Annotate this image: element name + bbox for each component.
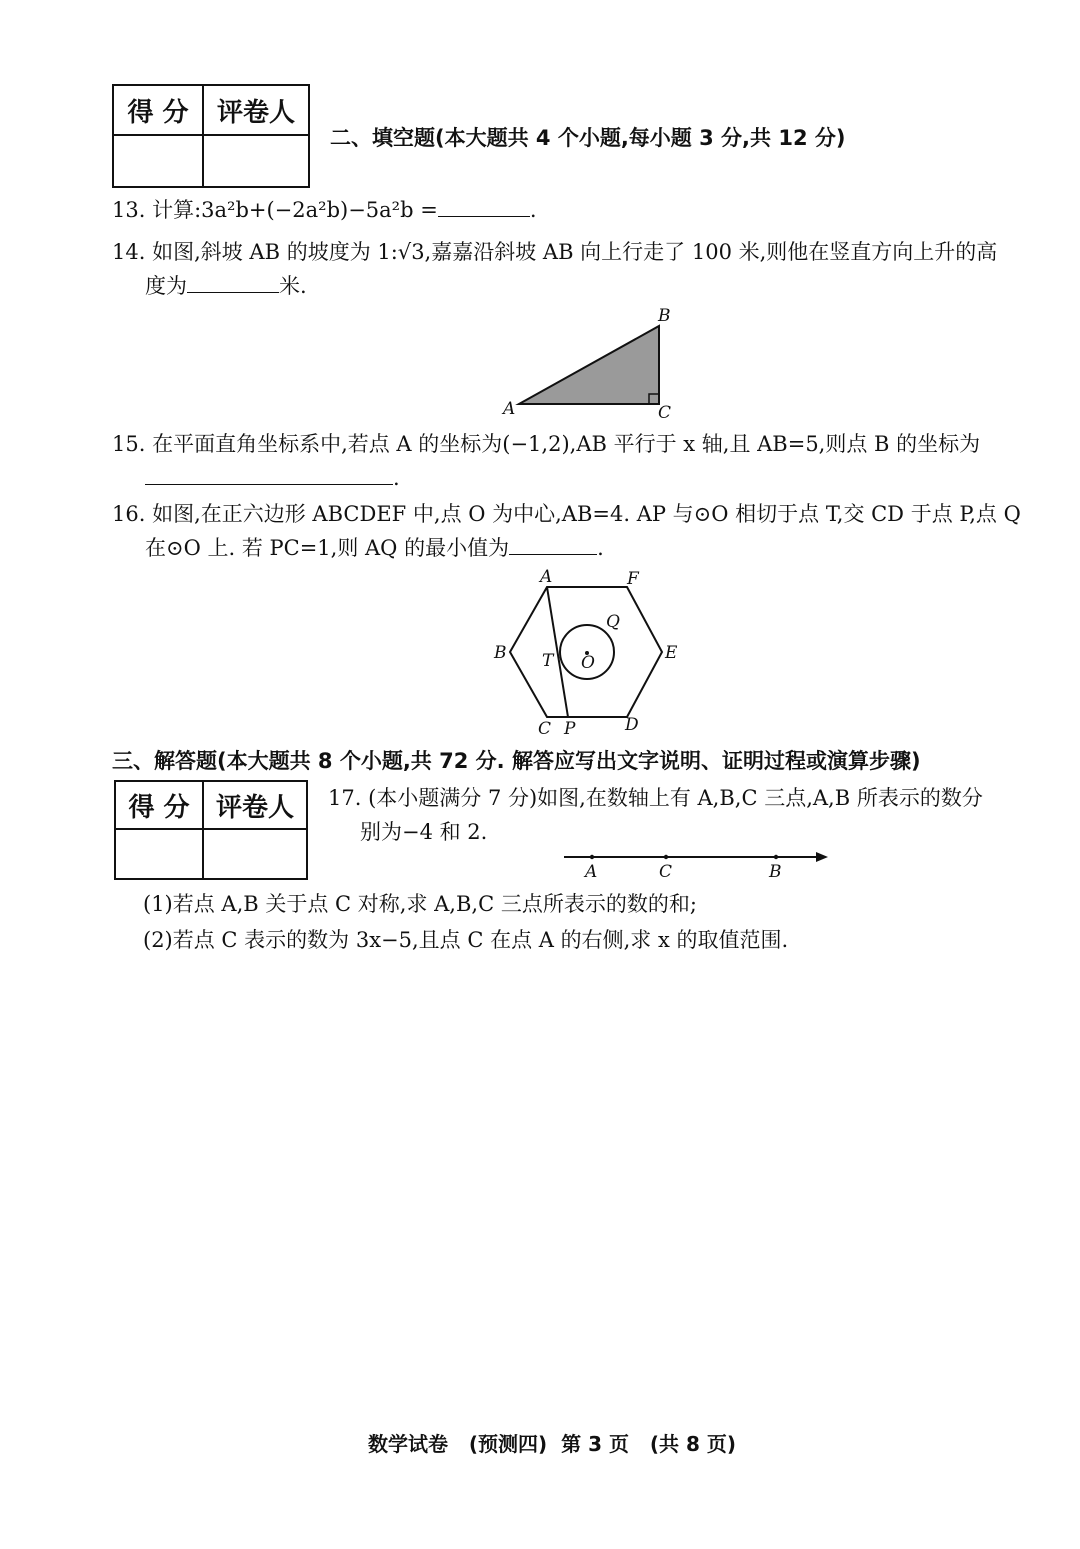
- score-table-section3: [114, 780, 308, 880]
- q16-end: .: [597, 536, 604, 560]
- point-label-c: C: [658, 403, 672, 423]
- hex-label-a: A: [540, 567, 553, 587]
- q17-number-line: [560, 845, 835, 881]
- point-b-dot: [774, 855, 778, 859]
- slope-triangle: [519, 326, 659, 404]
- point-label-a: A: [503, 399, 516, 419]
- q15-answer-blank[interactable]: [145, 460, 393, 485]
- section3-heading: 三、解答题(本大题共 8 个小题,共 72 分. 解答应写出文字说明、证明过程或演算步骤): [112, 749, 921, 773]
- hex-label-t: T: [542, 651, 554, 671]
- number-line-arrow: [816, 852, 828, 862]
- q17-line2: 别为−4 和 2.: [360, 820, 488, 844]
- q14-answer-blank[interactable]: [187, 268, 279, 293]
- q14-line2-post: 米.: [279, 274, 307, 298]
- numline-label-c: C: [659, 862, 673, 881]
- q16-line2: [145, 530, 604, 566]
- q13-end: .: [529, 198, 537, 222]
- point-label-b: B: [658, 306, 671, 326]
- hex-label-d: D: [625, 715, 639, 735]
- q16-answer-blank[interactable]: [509, 530, 597, 555]
- q14-line2-pre: 度为: [145, 274, 187, 298]
- hex-label-p: P: [564, 719, 576, 739]
- hex-label-c: C: [538, 719, 552, 739]
- q15-line2: [145, 460, 400, 496]
- grader-cell[interactable]: [203, 829, 307, 879]
- q16-line2-pre: 在⊙O 上. 若 PC=1,则 AQ 的最小值为: [145, 536, 510, 560]
- hex-label-q: Q: [606, 612, 620, 632]
- point-c-dot: [664, 855, 668, 859]
- q16-hexagon-figure: [490, 565, 690, 740]
- q14-slope-figure: [495, 300, 685, 425]
- footer-page: 第 3 页: [561, 1432, 629, 1456]
- score-table-section2: [112, 84, 310, 188]
- grader-label: 评卷人: [203, 85, 309, 135]
- section2-heading: 二、填空题(本大题共 4 个小题,每小题 3 分,共 12 分): [330, 126, 846, 150]
- numline-label-b: B: [769, 862, 782, 881]
- q17-line1: 17. (本小题满分 7 分)如图,在数轴上有 A,B,C 三点,A,B 所表示的数分: [328, 786, 983, 810]
- q13-answer-blank[interactable]: [438, 192, 530, 217]
- score-label: 得 分: [113, 85, 203, 135]
- page-footer: [368, 1428, 736, 1457]
- footer-total: (共 8 页): [649, 1432, 736, 1456]
- score-cell[interactable]: [115, 829, 203, 879]
- score-label: 得 分: [115, 781, 203, 829]
- q17-part2: (2)若点 C 表示的数为 3x−5,且点 C 在点 A 的右侧,求 x 的取值范围.: [143, 928, 789, 952]
- grader-label: 评卷人: [203, 781, 307, 829]
- question-13: [112, 192, 537, 228]
- point-a-dot: [590, 855, 594, 859]
- numline-label-a: A: [585, 862, 598, 881]
- hex-label-e: E: [665, 643, 678, 663]
- q17-part1: (1)若点 A,B 关于点 C 对称,求 A,B,C 三点所表示的数的和;: [143, 892, 697, 916]
- q13-text: 13. 计算:3a²b+(−2a²b)−5a²b =: [112, 198, 438, 222]
- footer-subject: 数学试卷: [368, 1432, 448, 1456]
- q14-line1: 14. 如图,斜坡 AB 的坡度为 1:√3,嘉嘉沿斜坡 AB 向上行走了 100 米,则他在竖直方向上升的高: [112, 240, 998, 264]
- hex-label-o: O: [581, 653, 595, 673]
- hex-label-b: B: [494, 643, 507, 663]
- grader-cell[interactable]: [203, 135, 309, 187]
- hex-label-f: F: [627, 569, 639, 589]
- q15-line1: 15. 在平面直角坐标系中,若点 A 的坐标为(−1,2),AB 平行于 x 轴,且 AB=5,则点 B 的坐标为: [112, 432, 981, 456]
- footer-edition: (预测四): [468, 1432, 548, 1456]
- q16-line1: 16. 如图,在正六边形 ABCDEF 中,点 O 为中心,AB=4. AP 与⊙O 相切于点 T,交 CD 于点 P,点 Q: [112, 502, 1021, 526]
- q15-end: .: [393, 466, 400, 490]
- score-cell[interactable]: [113, 135, 203, 187]
- q14-line2: [145, 268, 307, 304]
